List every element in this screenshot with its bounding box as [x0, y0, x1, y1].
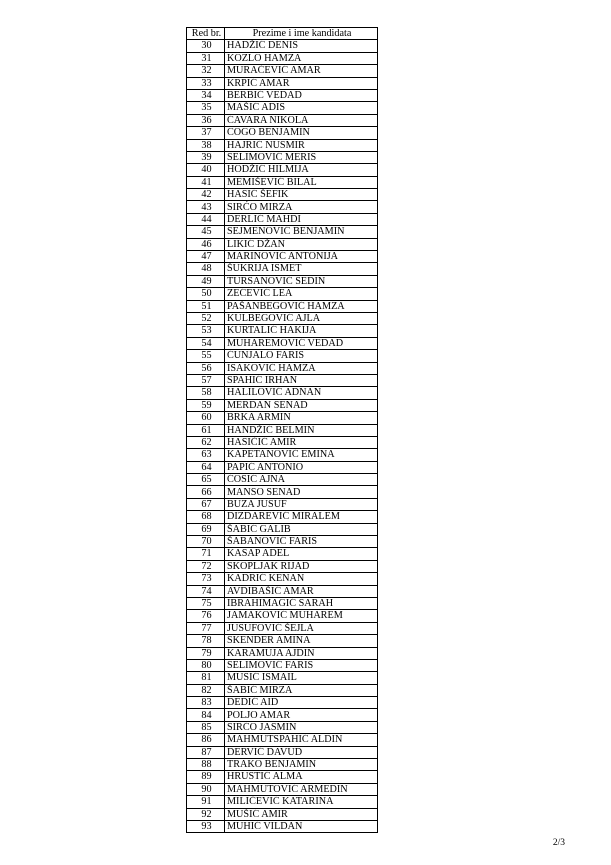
candidate-name: KRPIĆ AMAR [225, 77, 378, 89]
table-row [187, 610, 378, 622]
table-row [187, 523, 378, 535]
candidate-name: PAŠANBEGOVIĆ HAMZA [225, 300, 378, 312]
table-row [187, 139, 378, 151]
candidate-name: SIRĆO JASMIN [225, 721, 378, 733]
row-number: 75 [187, 597, 225, 609]
table-row [187, 263, 378, 275]
row-number: 67 [187, 498, 225, 510]
candidate-name: HANDŽIĆ BELMIN [225, 424, 378, 436]
table-row [187, 238, 378, 250]
row-number: 61 [187, 424, 225, 436]
candidate-name: HALILOVIĆ ADNAN [225, 387, 378, 399]
header-number: Red br. [187, 28, 225, 40]
candidate-name: DERVIĆ DAVUD [225, 746, 378, 758]
row-number: 73 [187, 573, 225, 585]
candidate-name: AVDIBAŠIĆ AMAR [225, 585, 378, 597]
candidate-name: ŠABANOVIĆ FARIS [225, 536, 378, 548]
row-number: 58 [187, 387, 225, 399]
candidate-name: MARINOVIĆ ANTONIJA [225, 251, 378, 263]
table-row [187, 659, 378, 671]
table-row [187, 721, 378, 733]
candidate-name: IBRAHIMAGIĆ SARAH [225, 597, 378, 609]
table-row [187, 300, 378, 312]
table-row [187, 672, 378, 684]
candidate-name: HADŽIĆ DENIS [225, 40, 378, 52]
table-row [187, 597, 378, 609]
table-row [187, 114, 378, 126]
row-number: 57 [187, 374, 225, 386]
row-number: 45 [187, 226, 225, 238]
row-number: 43 [187, 201, 225, 213]
row-number: 74 [187, 585, 225, 597]
row-number: 60 [187, 412, 225, 424]
candidate-name: KASAP ADEL [225, 548, 378, 560]
table-row [187, 226, 378, 238]
table-row [187, 164, 378, 176]
table-row [187, 127, 378, 139]
table-row [187, 102, 378, 114]
row-number: 47 [187, 251, 225, 263]
table-row [187, 783, 378, 795]
row-number: 93 [187, 821, 225, 833]
candidate-name: DERLIĆ MAHDI [225, 213, 378, 225]
candidate-name: COGO BENJAMIN [225, 127, 378, 139]
row-number: 72 [187, 560, 225, 572]
row-number: 49 [187, 275, 225, 287]
row-number: 83 [187, 697, 225, 709]
table-row [187, 213, 378, 225]
table-row [187, 399, 378, 411]
row-number: 39 [187, 151, 225, 163]
candidate-name: MUHIĆ VILDAN [225, 821, 378, 833]
page-number: 2/3 [552, 838, 565, 848]
candidate-name: HASIĆ ŠEFIK [225, 189, 378, 201]
row-number: 70 [187, 536, 225, 548]
candidate-name: KURTALIĆ HAKIJA [225, 325, 378, 337]
row-number: 87 [187, 746, 225, 758]
table-row [187, 511, 378, 523]
candidate-name: ZEĆEVIĆ LEA [225, 288, 378, 300]
row-number: 66 [187, 486, 225, 498]
candidate-name: SPAHIĆ IRHAN [225, 374, 378, 386]
row-number: 42 [187, 189, 225, 201]
candidates-table [186, 27, 378, 833]
candidate-name: MUŠIĆ AMIR [225, 808, 378, 820]
table-row [187, 449, 378, 461]
table-row [187, 151, 378, 163]
candidate-name: DIZDAREVIĆ MIRALEM [225, 511, 378, 523]
table-row [187, 436, 378, 448]
table-row [187, 40, 378, 52]
row-number: 36 [187, 114, 225, 126]
row-number: 44 [187, 213, 225, 225]
table-row [187, 412, 378, 424]
candidate-name: BUZA JUSUF [225, 498, 378, 510]
table-row [187, 350, 378, 362]
candidate-name: SELIMOVIĆ MERIS [225, 151, 378, 163]
candidate-name: HAJRIĆ NUSMIR [225, 139, 378, 151]
table-row [187, 201, 378, 213]
table-row [187, 461, 378, 473]
row-number: 78 [187, 635, 225, 647]
candidate-name: ŠABIĆ GALIB [225, 523, 378, 535]
candidate-name: HRUSTIĆ ALMA [225, 771, 378, 783]
candidate-name: SKENDER AMINA [225, 635, 378, 647]
row-number: 86 [187, 734, 225, 746]
row-number: 63 [187, 449, 225, 461]
candidate-name: TURSANOVIĆ SEDIN [225, 275, 378, 287]
table-row [187, 275, 378, 287]
row-number: 41 [187, 176, 225, 188]
table-row [187, 176, 378, 188]
row-number: 55 [187, 350, 225, 362]
candidate-name: JUSUFOVIĆ ŠEJLA [225, 622, 378, 634]
candidate-name: ĆAVARA NIKOLA [225, 114, 378, 126]
table-row [187, 312, 378, 324]
row-number: 79 [187, 647, 225, 659]
row-number: 82 [187, 684, 225, 696]
row-number: 50 [187, 288, 225, 300]
table-row [187, 796, 378, 808]
candidate-name: PAPIĆ ANTONIO [225, 461, 378, 473]
table-row [187, 635, 378, 647]
table-row [187, 771, 378, 783]
table-row [187, 808, 378, 820]
candidate-name: MAŠIĆ ADIS [225, 102, 378, 114]
row-number: 35 [187, 102, 225, 114]
row-number: 31 [187, 52, 225, 64]
table-row [187, 374, 378, 386]
table-row [187, 585, 378, 597]
table-row [187, 424, 378, 436]
candidate-name: LIKIĆ DŽAN [225, 238, 378, 250]
header-name: Prezime i ime kandidata [225, 28, 378, 40]
row-number: 88 [187, 759, 225, 771]
candidate-name: MAHMUTOVIĆ ARMEDIN [225, 783, 378, 795]
candidate-name: TRAKO BENJAMIN [225, 759, 378, 771]
table-row [187, 759, 378, 771]
row-number: 69 [187, 523, 225, 535]
table-row [187, 65, 378, 77]
row-number: 59 [187, 399, 225, 411]
row-number: 48 [187, 263, 225, 275]
candidate-name: HODŽIĆ HILMIJA [225, 164, 378, 176]
row-number: 38 [187, 139, 225, 151]
table-row [187, 536, 378, 548]
row-number: 80 [187, 659, 225, 671]
row-number: 65 [187, 474, 225, 486]
row-number: 33 [187, 77, 225, 89]
row-number: 81 [187, 672, 225, 684]
candidate-name: KULBEGOVIĆ AJLA [225, 312, 378, 324]
candidate-name: BRKA ARMIN [225, 412, 378, 424]
row-number: 71 [187, 548, 225, 560]
candidate-name: MERDAN SENAD [225, 399, 378, 411]
candidate-name: JAMAKOVIĆ MUHAREM [225, 610, 378, 622]
row-number: 68 [187, 511, 225, 523]
candidate-name: SIRĆO MIRZA [225, 201, 378, 213]
table-row [187, 337, 378, 349]
row-number: 34 [187, 89, 225, 101]
candidate-name: KADRIĆ KENAN [225, 573, 378, 585]
table-row [187, 697, 378, 709]
row-number: 32 [187, 65, 225, 77]
row-number: 56 [187, 362, 225, 374]
candidate-name: KAPETANOVIĆ EMINA [225, 449, 378, 461]
table-row [187, 622, 378, 634]
candidate-name: SEJMENOVIĆ BENJAMIN [225, 226, 378, 238]
table-header-row [187, 28, 378, 40]
table-row [187, 560, 378, 572]
candidate-name: DEDIĆ AID [225, 697, 378, 709]
row-number: 51 [187, 300, 225, 312]
table-row [187, 362, 378, 374]
table-row [187, 821, 378, 833]
table-row [187, 709, 378, 721]
table-row [187, 288, 378, 300]
table-row [187, 474, 378, 486]
table-row [187, 52, 378, 64]
candidate-name: SELIMOVIĆ FARIS [225, 659, 378, 671]
row-number: 77 [187, 622, 225, 634]
row-number: 53 [187, 325, 225, 337]
row-number: 46 [187, 238, 225, 250]
table-row [187, 746, 378, 758]
row-number: 89 [187, 771, 225, 783]
table-row [187, 325, 378, 337]
row-number: 76 [187, 610, 225, 622]
row-number: 85 [187, 721, 225, 733]
row-number: 84 [187, 709, 225, 721]
row-number: 91 [187, 796, 225, 808]
candidate-name: POLJO AMAR [225, 709, 378, 721]
candidate-name: KARAMUJA AJDIN [225, 647, 378, 659]
table-row [187, 684, 378, 696]
row-number: 40 [187, 164, 225, 176]
table-row [187, 548, 378, 560]
row-number: 92 [187, 808, 225, 820]
table-body [187, 40, 378, 833]
table-row [187, 89, 378, 101]
candidate-name: BERBIĆ VEDAD [225, 89, 378, 101]
candidate-name: KOZLO HAMZA [225, 52, 378, 64]
candidate-name: MEMIŠEVIĆ BILAL [225, 176, 378, 188]
table-row [187, 573, 378, 585]
row-number: 64 [187, 461, 225, 473]
candidate-name: MILIČEVIĆ KATARINA [225, 796, 378, 808]
table-row [187, 77, 378, 89]
row-number: 54 [187, 337, 225, 349]
table-row [187, 734, 378, 746]
candidate-name: MANSO SENAD [225, 486, 378, 498]
row-number: 30 [187, 40, 225, 52]
row-number: 62 [187, 436, 225, 448]
table-row [187, 387, 378, 399]
candidate-name: ŠUKRIJA ISMET [225, 263, 378, 275]
candidate-name: ŠABIĆ MIRZA [225, 684, 378, 696]
candidate-name: ĆUNJALO FARIS [225, 350, 378, 362]
table-row [187, 498, 378, 510]
candidate-name: MAHMUTSPAHIĆ ALDIN [225, 734, 378, 746]
candidate-name: MUHAREMOVIĆ VEDAD [225, 337, 378, 349]
candidate-name: HASIČIĆ AMIR [225, 436, 378, 448]
table-row [187, 189, 378, 201]
candidate-name: ĆOSIĆ AJNA [225, 474, 378, 486]
table-row [187, 486, 378, 498]
row-number: 52 [187, 312, 225, 324]
table-row [187, 647, 378, 659]
row-number: 90 [187, 783, 225, 795]
candidate-name: MURAČEVIĆ AMAR [225, 65, 378, 77]
candidate-name: SKOPLJAK RIJAD [225, 560, 378, 572]
candidate-name: MUSIĆ ISMAIL [225, 672, 378, 684]
table-row [187, 251, 378, 263]
row-number: 37 [187, 127, 225, 139]
candidate-name: ISAKOVIĆ HAMZA [225, 362, 378, 374]
